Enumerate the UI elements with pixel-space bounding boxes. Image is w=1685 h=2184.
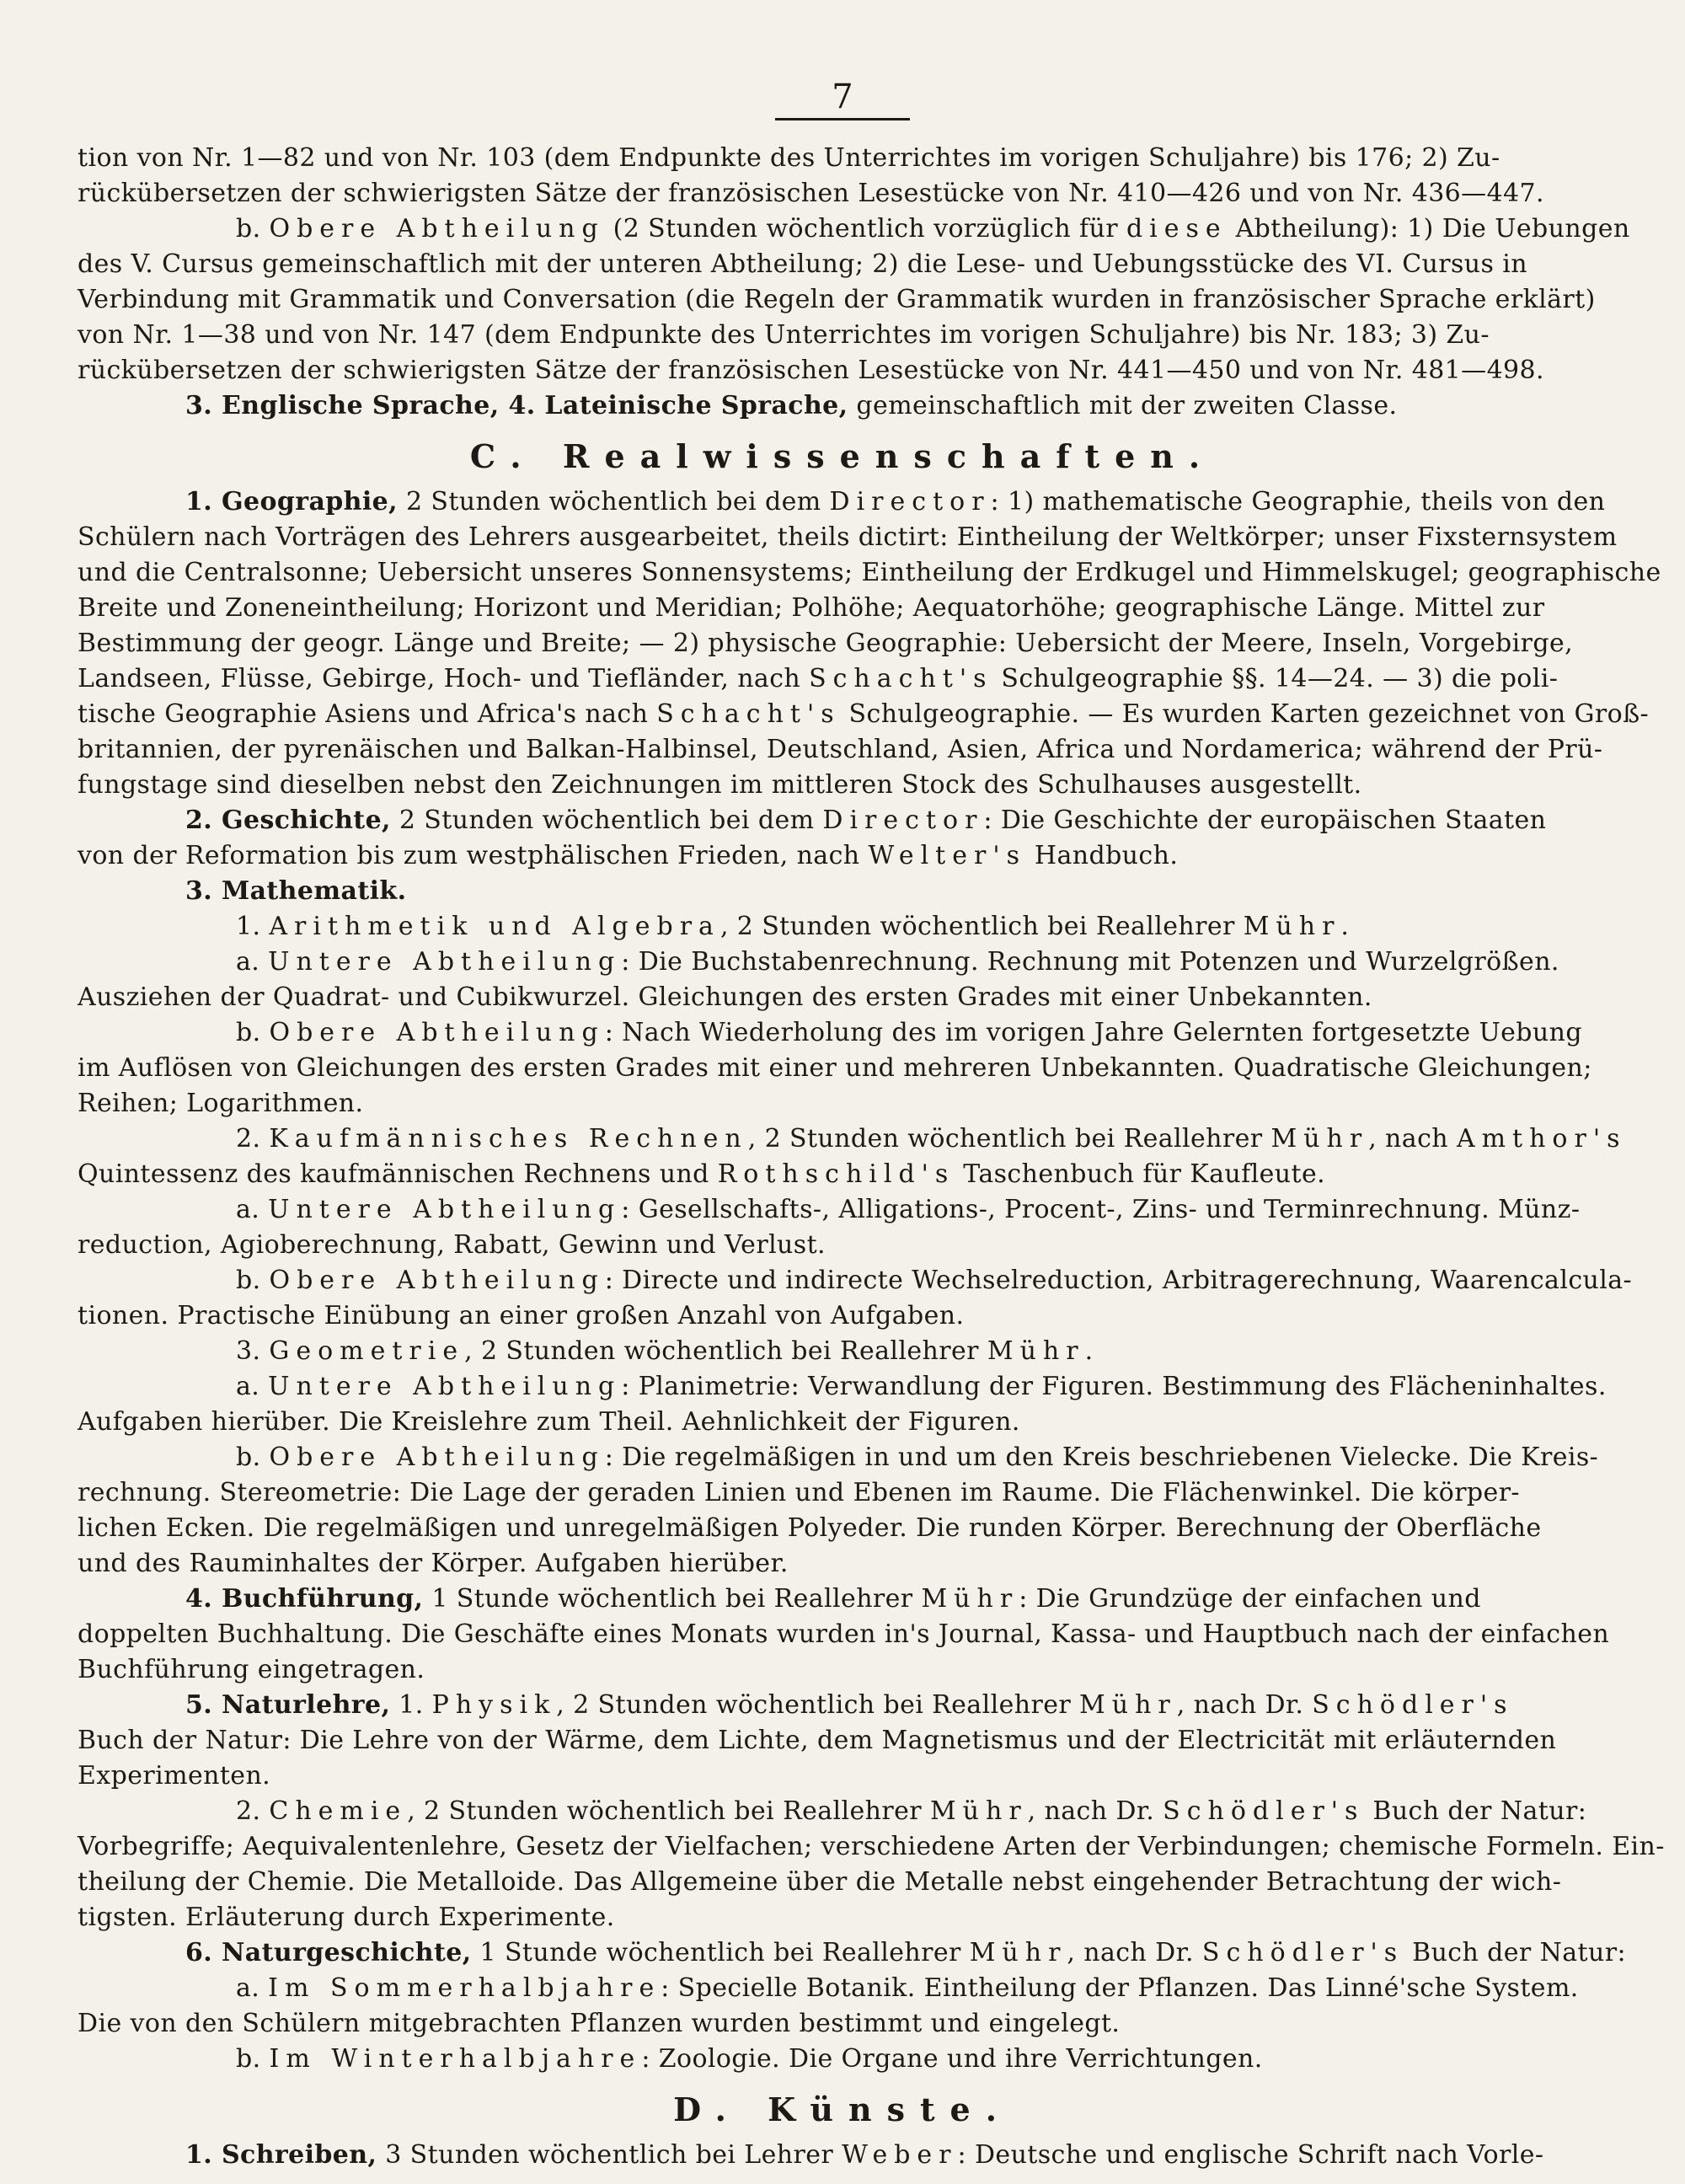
text-run: Mühr xyxy=(969,1938,1067,1967)
text-run: 2 Stunden wöchentlich bei dem xyxy=(398,487,830,517)
text-run: Kaufmännisches Rechnen xyxy=(269,1124,748,1154)
text-run: a. xyxy=(236,1195,269,1224)
text-line xyxy=(78,1830,1665,1864)
text-line xyxy=(236,2042,1581,2076)
text-run: Bestimmung der geogr. Länge und Breite; — 2) physische Geographie: Uebersicht der Meere, Inseln, Vorgebirge, xyxy=(78,629,1574,658)
text-run: b. xyxy=(236,1443,270,1472)
text-run: Arithmetik und Algebra xyxy=(269,912,720,941)
text-run: fungstage sind dieselben nebst den Zeichnungen im mittleren Stock des Schulhauses ausgestellt. xyxy=(78,770,1362,800)
text-line xyxy=(78,698,1650,731)
text-line xyxy=(78,1724,1581,1758)
subject-heading: 3. Mathematik. xyxy=(185,876,407,906)
text-line xyxy=(78,283,1596,317)
text-line xyxy=(185,1689,1581,1722)
text-run: Chemie xyxy=(269,1796,408,1826)
text-run: , nach xyxy=(1368,1124,1457,1154)
text-run: und des Rauminhaltes der Körper. Aufgaben hierüber. xyxy=(78,1549,789,1578)
text-run: : 1) mathematische Geographie, theils von den xyxy=(990,487,1606,517)
text-run: und die Centralsonne; Uebersicht unseres Sonnensystems; Eintheilung der Erdkugel und Himmelskugel; geographische xyxy=(78,558,1661,587)
text-line xyxy=(78,1476,1581,1510)
subject-heading: 6. Naturgeschichte, xyxy=(185,1938,472,1967)
section-heading: D. Künste. xyxy=(673,2090,1012,2128)
text-run: 2. xyxy=(236,1124,270,1154)
text-line xyxy=(236,1370,1607,1404)
text-run: . xyxy=(1084,1336,1094,1366)
text-run: Director xyxy=(829,487,991,517)
page-number-rule xyxy=(775,118,910,120)
text-run: 3. xyxy=(236,1336,270,1366)
text-run: im Auflösen von Gleichungen des ersten Grades mit einer und mehreren Unbekannten. Quadratische Gleichungen; xyxy=(78,1053,1592,1083)
text-run: Schödler's xyxy=(1163,1796,1365,1826)
text-line xyxy=(78,839,1581,873)
text-line xyxy=(185,875,1581,908)
text-line xyxy=(236,910,1581,944)
text-line xyxy=(236,1193,1581,1227)
text-line xyxy=(78,1228,1581,1262)
text-run: Abtheilung): 1) Die Uebungen xyxy=(1227,214,1630,244)
subject-heading: 1. Schreiben, xyxy=(185,2140,377,2170)
text-run: , 2 Stunden wöchentlich bei Reallehrer xyxy=(407,1796,930,1826)
text-line xyxy=(78,1759,1581,1793)
text-run: , 2 Stunden wöchentlich bei Reallehrer xyxy=(556,1690,1080,1720)
text-line xyxy=(78,248,1581,281)
text-run: Mühr xyxy=(1270,1124,1369,1154)
text-run: 1 Stunde wöchentlich bei Reallehrer xyxy=(471,1938,970,1967)
text-line xyxy=(236,945,1581,979)
text-line xyxy=(78,1052,1592,1085)
text-line xyxy=(78,768,1581,802)
text-run: von der Reformation bis zum westphälischen Frieden, nach xyxy=(78,841,869,870)
subject-heading: 1. Geographie, xyxy=(185,487,399,517)
text-run: Verbindung mit Grammatik und Conversation (die Regeln der Grammatik wurden in französischer Sprache erklärt) xyxy=(78,285,1596,314)
text-run: tion von Nr. 1—82 und von Nr. 103 (dem Endpunkte des Unterrichtes im vorigen Schuljahre) bis 176; 2) Zu- xyxy=(78,143,1500,173)
section-heading: C. Realwissenschaften. xyxy=(469,437,1216,475)
text-run: 2 Stunden wöchentlich bei dem xyxy=(390,806,823,835)
text-run: a. xyxy=(236,1973,269,2003)
text-run: Experimenten. xyxy=(78,1761,271,1791)
text-run: Weber xyxy=(842,2140,958,2170)
text-run: b. xyxy=(236,2044,270,2074)
text-run: tische Geographie Asiens und Africa's nach xyxy=(78,699,657,729)
text-run: 1. xyxy=(390,1690,432,1720)
text-line xyxy=(78,1618,1610,1651)
text-run: Im Sommerhalbjahre xyxy=(268,1973,661,2003)
text-line xyxy=(78,662,1581,696)
text-run: Obere Abtheilung xyxy=(269,1266,605,1295)
text-run: Geometrie xyxy=(269,1336,465,1366)
text-run: : Die Buchstabenrechnung. Rechnung mit Potenzen und Wurzelgrößen. xyxy=(621,947,1559,977)
text-run: Handbuch. xyxy=(1025,841,1179,870)
text-line xyxy=(78,1405,1581,1439)
text-run: Reihen; Logarithmen. xyxy=(78,1089,364,1118)
text-run: Ausziehen der Quadrat- und Cubikwurzel. Gleichungen des ersten Grades mit einer Unbekannten. xyxy=(78,982,1372,1012)
text-line xyxy=(236,1972,1581,2005)
text-run: Die von den Schülern mitgebrachten Pflanzen wurden bestimmt und eingelegt. xyxy=(78,2009,1121,2038)
text-run: Untere Abtheilung xyxy=(268,1372,622,1401)
text-run: Schacht's xyxy=(809,664,993,693)
text-run: Obere Abtheilung xyxy=(269,1443,605,1472)
text-run: Welter's xyxy=(868,841,1026,870)
text-run: tigsten. Erläuterung durch Experimente. xyxy=(78,1903,615,1932)
text-run: gemeinschaftlich mit der zweiten Classe. xyxy=(848,391,1398,420)
text-run: Aufgaben hierüber. Die Kreislehre zum Theil. Aehnlichkeit der Figuren. xyxy=(78,1407,1020,1437)
text-line xyxy=(78,556,1661,590)
text-run: : Die Geschichte der europäischen Staaten xyxy=(983,806,1547,835)
text-line xyxy=(78,592,1581,625)
text-line xyxy=(78,2007,1581,2041)
text-line xyxy=(236,1016,1581,1050)
text-run: b. xyxy=(236,1266,270,1295)
text-run: : Directe und indirecte Wechselreduction, Arbitragerechnung, Waarencalcula- xyxy=(604,1266,1633,1295)
text-run: des V. Cursus gemeinschaftlich mit der unteren Abtheilung; 2) die Lese- und Uebungsstücke des VI. Cursus in xyxy=(78,249,1527,279)
text-run: : Gesellschafts-, Alligations-, Procent-, Zins- und Terminrechnung. Münz- xyxy=(621,1195,1581,1224)
text-run: rückübersetzen der schwierigsten Sätze der französischen Lesestücke von Nr. 441—450 und von Nr. 481—498. xyxy=(78,356,1544,385)
text-run: Breite und Zoneneintheilung; Horizont und Meridian; Polhöhe; Aequatorhöhe; geographische Länge. Mittel zur xyxy=(78,593,1545,623)
text-run: Schacht's xyxy=(656,699,841,729)
text-line xyxy=(236,212,1630,246)
text-line xyxy=(78,521,1618,554)
text-line xyxy=(185,485,1606,519)
text-run: a. xyxy=(236,1372,269,1401)
text-run: 1. xyxy=(236,912,270,941)
text-run: , 2 Stunden wöchentlich bei Reallehrer xyxy=(747,1124,1271,1154)
text-run: Mühr xyxy=(929,1796,1028,1826)
text-line xyxy=(78,1512,1581,1545)
text-line xyxy=(0,2090,1685,2128)
text-run: Taschenbuch für Kaufleute. xyxy=(955,1159,1326,1189)
text-line xyxy=(78,177,1581,211)
text-run: Mühr xyxy=(987,1336,1085,1366)
text-run: : Deutsche und englische Schrift nach Vorle- xyxy=(957,2140,1544,2170)
text-line xyxy=(78,1653,1581,1687)
subject-heading: 5. Naturlehre, xyxy=(185,1690,391,1720)
text-run: Physik xyxy=(431,1690,557,1720)
text-run: von Nr. 1—38 und von Nr. 147 (dem Endpunkte des Unterrichtes im vorigen Schuljahre) bis Nr. 183; 3) Zu- xyxy=(78,320,1490,350)
text-run: Buchführung eingetragen. xyxy=(78,1655,425,1684)
text-run: 2. xyxy=(236,1796,270,1826)
text-run: Im Winterhalbjahre xyxy=(269,2044,642,2074)
text-run: a. xyxy=(236,947,269,977)
text-run: tionen. Practische Einübung an einer großen Anzahl von Aufgaben. xyxy=(78,1301,965,1330)
text-run: Schödler's xyxy=(1201,1938,1404,1967)
text-run: Obere Abtheilung xyxy=(269,1018,605,1047)
text-run: Untere Abtheilung xyxy=(268,1195,622,1224)
text-line xyxy=(236,1264,1633,1298)
text-run: Buch der Natur: xyxy=(1364,1796,1587,1826)
text-run: diese xyxy=(1126,214,1228,244)
text-line xyxy=(78,1299,1581,1333)
text-line xyxy=(185,804,1581,838)
text-run: , nach Dr. xyxy=(1176,1690,1313,1720)
text-run: Landseen, Flüsse, Gebirge, Hoch- und Tiefländer, nach xyxy=(78,664,810,693)
text-line xyxy=(78,354,1581,388)
text-run: doppelten Buchhaltung. Die Geschäfte eines Monats wurden in's Journal, Kassa- und Hauptbuch nach der einfachen xyxy=(78,1619,1610,1649)
text-run: Amthor's xyxy=(1456,1124,1627,1154)
page-number: 7 xyxy=(832,78,853,116)
text-run: : Zoologie. Die Organe und ihre Verrichtungen. xyxy=(641,2044,1263,2074)
text-run: Vorbegriffe; Aequivalentenlehre, Gesetz der Vielfachen; verschiedene Arten der Verbindungen; chemische Formeln. Ein- xyxy=(78,1832,1665,1861)
text-run: Director xyxy=(822,806,984,835)
text-run: theilung der Chemie. Die Metalloide. Das Allgemeine über die Metalle nebst eingehender Betrachtung der wich- xyxy=(78,1867,1562,1897)
text-run: 1 Stunde wöchentlich bei Reallehrer xyxy=(423,1584,922,1614)
text-run: Untere Abtheilung xyxy=(268,947,622,977)
text-run: Rothschild's xyxy=(717,1159,955,1189)
text-run: , nach Dr. xyxy=(1027,1796,1163,1826)
text-run: , 2 Stunden wöchentlich bei Reallehrer xyxy=(719,912,1244,941)
text-run: Buch der Natur: xyxy=(1404,1938,1626,1967)
subject-heading: 2. Geschichte, xyxy=(185,806,391,835)
text-run: , nach Dr. xyxy=(1067,1938,1202,1967)
text-line xyxy=(78,1866,1581,1899)
text-run: Schulgeographie §§. 14—24. — 3) die poli- xyxy=(992,664,1559,693)
subject-heading: 3. Englische Sprache, 4. Lateinische Sprache, xyxy=(185,391,848,420)
text-run: reduction, Agioberechnung, Rabatt, Gewinn und Verlust. xyxy=(78,1230,826,1260)
text-run: rechnung. Stereometrie: Die Lage der geraden Linien und Ebenen im Raume. Die Flächenwinkel. Die körper- xyxy=(78,1478,1520,1507)
text-run: Buch der Natur: Die Lehre von der Wärme, dem Lichte, dem Magnetismus und der Electricität mit erläuternden xyxy=(78,1726,1557,1755)
text-line xyxy=(0,437,1685,475)
text-run: b. xyxy=(236,1018,270,1047)
text-run: Schödler's xyxy=(1312,1690,1514,1720)
text-line xyxy=(78,1158,1581,1191)
text-run: : Nach Wiederholung des im vorigen Jahre Gelernten fortgesetzte Uebung xyxy=(604,1018,1582,1047)
text-run: : Die Grundzüge der einfachen und xyxy=(1019,1584,1481,1614)
text-run: britannien, der pyrenäischen und Balkan-Halbinsel, Deutschland, Asien, Africa und Nordamerica; während der Prü- xyxy=(78,735,1603,764)
text-line xyxy=(236,1335,1581,1368)
text-run: . xyxy=(1340,912,1350,941)
text-line xyxy=(236,1795,1587,1828)
text-run: Mühr xyxy=(921,1584,1019,1614)
text-run: lichen Ecken. Die regelmäßigen und unregelmäßigen Polyeder. Die runden Körper. Berechnung der Oberfläche xyxy=(78,1513,1542,1543)
text-run: b. xyxy=(236,214,270,244)
text-run: , 2 Stunden wöchentlich bei Reallehrer xyxy=(464,1336,987,1366)
text-line xyxy=(78,142,1581,175)
text-run: Schülern nach Vorträgen des Lehrers ausgearbeitet, theils dictirt: Eintheilung der Weltkörper; unser Fixsternsystem xyxy=(78,522,1618,552)
text-run: Quintessenz des kaufmännischen Rechnens und xyxy=(78,1159,718,1189)
subject-heading: 4. Buchführung, xyxy=(185,1584,424,1614)
text-line xyxy=(185,1936,1626,1970)
text-line xyxy=(78,318,1581,352)
text-line xyxy=(78,733,1603,767)
text-run: (2 Stunden wöchentlich vorzüglich für xyxy=(604,214,1126,244)
text-line xyxy=(78,627,1581,661)
text-run: : Die regelmäßigen in und um den Kreis beschriebenen Vielecke. Die Kreis- xyxy=(604,1443,1599,1472)
text-line xyxy=(78,1547,1581,1581)
text-line xyxy=(236,1122,1627,1156)
text-line xyxy=(185,2138,1581,2172)
text-run: : Specielle Botanik. Eintheilung der Pflanzen. Das Linné'sche System. xyxy=(661,1973,1579,2003)
text-line xyxy=(236,1441,1599,1475)
text-run: Mühr xyxy=(1243,912,1341,941)
text-line xyxy=(185,1582,1581,1616)
text-run: Schulgeographie. — Es wurden Karten gezeichnet von Groß- xyxy=(840,699,1650,729)
text-run: Mühr xyxy=(1079,1690,1177,1720)
text-run: Obere Abtheilung xyxy=(269,214,605,244)
text-run: : Planimetrie: Verwandlung der Figuren. Bestimmung des Flächeninhaltes. xyxy=(621,1372,1607,1401)
text-run: rückübersetzen der schwierigsten Sätze der französischen Lesestücke von Nr. 410—426 und von Nr. 436—447. xyxy=(78,179,1544,208)
text-line xyxy=(185,389,1581,423)
text-line xyxy=(78,1087,1581,1121)
text-line xyxy=(78,981,1581,1014)
text-run: 3 Stunden wöchentlich bei Lehrer xyxy=(377,2140,842,2170)
text-line xyxy=(78,1901,1581,1935)
